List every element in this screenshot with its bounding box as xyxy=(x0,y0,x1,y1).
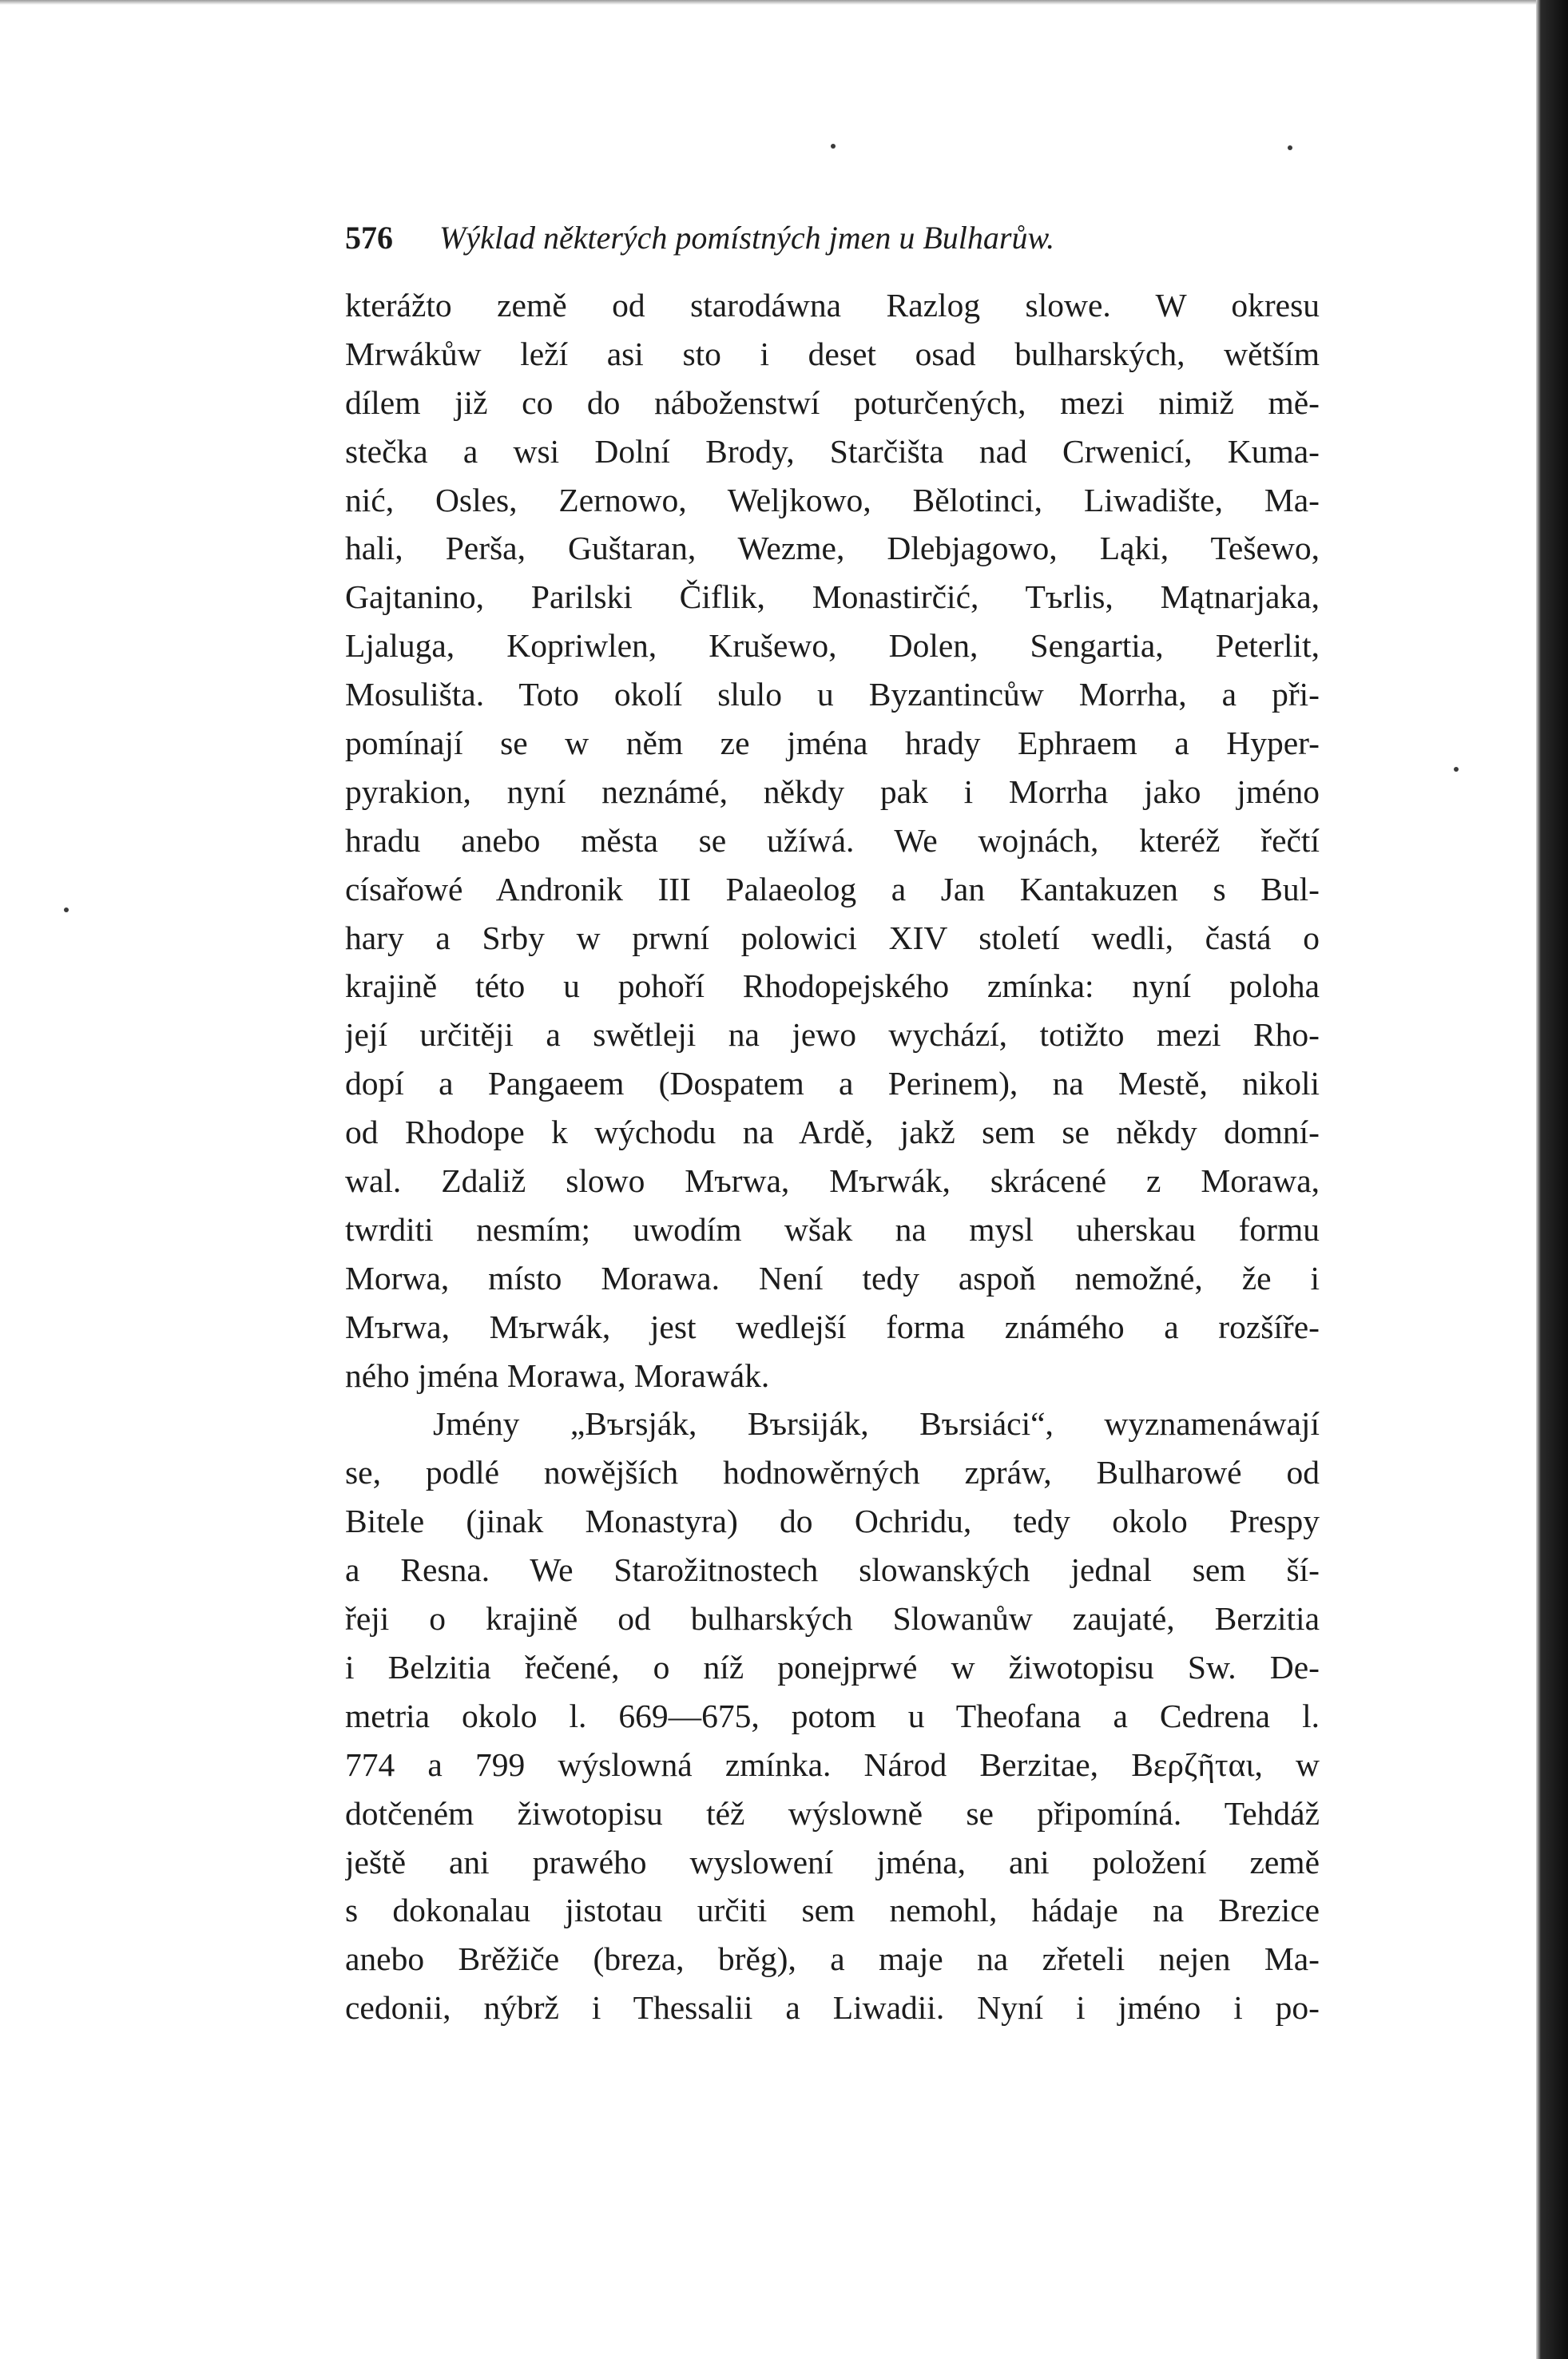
text-line: twrditi nesmím; uwodím wšak na mysl uherskau formu xyxy=(345,1210,1320,1248)
text-line: pyrakion, nyní neznámé, někdy pak i Morrha jako jméno xyxy=(345,772,1320,810)
text-line: Jmény „Bъrsják, Bъrsiják, Bъrsiáci“, wyznamenáwají xyxy=(433,1405,1320,1443)
text-line: Mrwákůw leží asi sto i deset osad bulharských, wětším xyxy=(345,335,1320,372)
scan-speck xyxy=(831,144,836,149)
text-line: dopí a Pangaeem (Dospatem a Perinem), na Mestě, nikoli xyxy=(345,1065,1320,1102)
text-line: ještě ani prawého wyslowení jména, ani položení země xyxy=(345,1843,1320,1880)
body-text xyxy=(345,281,1320,2032)
text-line: i Belzitia řečené, o níž ponejprwé w žiwotopisu Sw. De- xyxy=(345,1648,1320,1686)
text-line: a Resna. We Starožitnostech slowanských jednal sem ší- xyxy=(345,1551,1320,1589)
text-line: kterážto země od starodáwna Razlog slowe. W okresu xyxy=(345,287,1320,324)
paragraph-2 xyxy=(345,1400,1320,2032)
text-line: nić, Osles, Zernowo, Weljkowo, Bělotinci, Liwadište, Ma- xyxy=(345,481,1320,518)
scan-speck xyxy=(1454,767,1459,772)
text-line: anebo Brěžiče (breza, brěg), a maje na zřeteli nejen Ma- xyxy=(345,1940,1320,1978)
text-line: pomínají se w něm ze jména hrady Ephraem a Hyper- xyxy=(345,725,1320,762)
text-line: císařowé Andronik III Palaeolog a Jan Kantakuzen s Bul- xyxy=(345,870,1320,907)
text-line: cedonii, nýbrž i Thessalii a Liwadii. Nyní i jméno i po- xyxy=(345,1989,1320,2027)
text-line: ného jména Morawa, Morawák. xyxy=(345,1356,770,1394)
text-line: Morwa, místo Morawa. Není tedy aspoň nemožné, že i xyxy=(345,1259,1320,1297)
text-line: Gajtanino, Parilski Čiflik, Monastirčić, Tъrlis, Mątnarjaka, xyxy=(345,578,1320,616)
text-line: stečka a wsi Dolní Brody, Starčišta nad Crwenicí, Kuma- xyxy=(345,432,1320,470)
text-line: hradu anebo města se užíwá. We wojnách, kteréž řečtí xyxy=(345,821,1320,859)
text-line: krajině této u pohoří Rhodopejského zmínka: nyní poloha xyxy=(345,967,1320,1005)
paragraph-1 xyxy=(345,281,1320,1400)
text-line: hali, Perša, Guštaran, Wezme, Dlebjagowo, Ląki, Tešewo, xyxy=(345,530,1320,567)
text-line: metria okolo l. 669—675, potom u Theofana a Cedrena l. xyxy=(345,1697,1320,1734)
text-line: její určitěji a swětleji na jewo wychází, totižto mezi Rho- xyxy=(345,1016,1320,1054)
scan-top-edge xyxy=(0,0,1568,5)
scan-speck xyxy=(1288,145,1292,150)
text-line: řeji o krajině od bulharských Slowanůw zaujaté, Berzitia xyxy=(345,1600,1320,1638)
text-line: Mъrwa, Mъrwák, jest wedlejší forma známého a rozšíře- xyxy=(345,1308,1320,1345)
scan-speck xyxy=(64,907,69,912)
text-line: Ljaluga, Kopriwlen, Krušewo, Dolen, Sengartia, Peterlit, xyxy=(345,627,1320,665)
running-title: Wýklad některých pomístných jmen u Bulharůw. xyxy=(439,220,1055,256)
page-header xyxy=(345,214,1336,262)
text-line: dílem již co do náboženstwí poturčených, mezi nimiž mě- xyxy=(345,383,1320,421)
text-line: se, podlé nowějších hodnowěrných zpráw, Bulharowé od xyxy=(345,1454,1320,1491)
text-line: wal. Zdaliž slowo Mъrwa, Mъrwák, skrácené z Morawa, xyxy=(345,1162,1320,1200)
page-number: 576 xyxy=(345,220,393,256)
text-line: 774 a 799 wýslowná zmínka. Národ Berzitae, Βερζῆται, w xyxy=(345,1745,1320,1783)
text-line: dotčeném žiwotopisu též wýslowně se připomíná. Tehdáž xyxy=(345,1794,1320,1832)
text-line: od Rhodope k wýchodu na Ardě, jakž sem se někdy domní- xyxy=(345,1114,1320,1151)
text-line: hary a Srby w prwní polowici XIV století wedli, častá o xyxy=(345,919,1320,956)
scan-right-edge xyxy=(1536,0,1568,2359)
text-line: s dokonalau jistotau určiti sem nemohl, hádaje na Brezice xyxy=(345,1892,1320,1929)
text-line: Bitele (jinak Monastyra) do Ochridu, tedy okolo Prespy xyxy=(345,1503,1320,1540)
text-line: Mosulišta. Toto okolí slulo u Byzantincůw Morrha, a při- xyxy=(345,676,1320,713)
